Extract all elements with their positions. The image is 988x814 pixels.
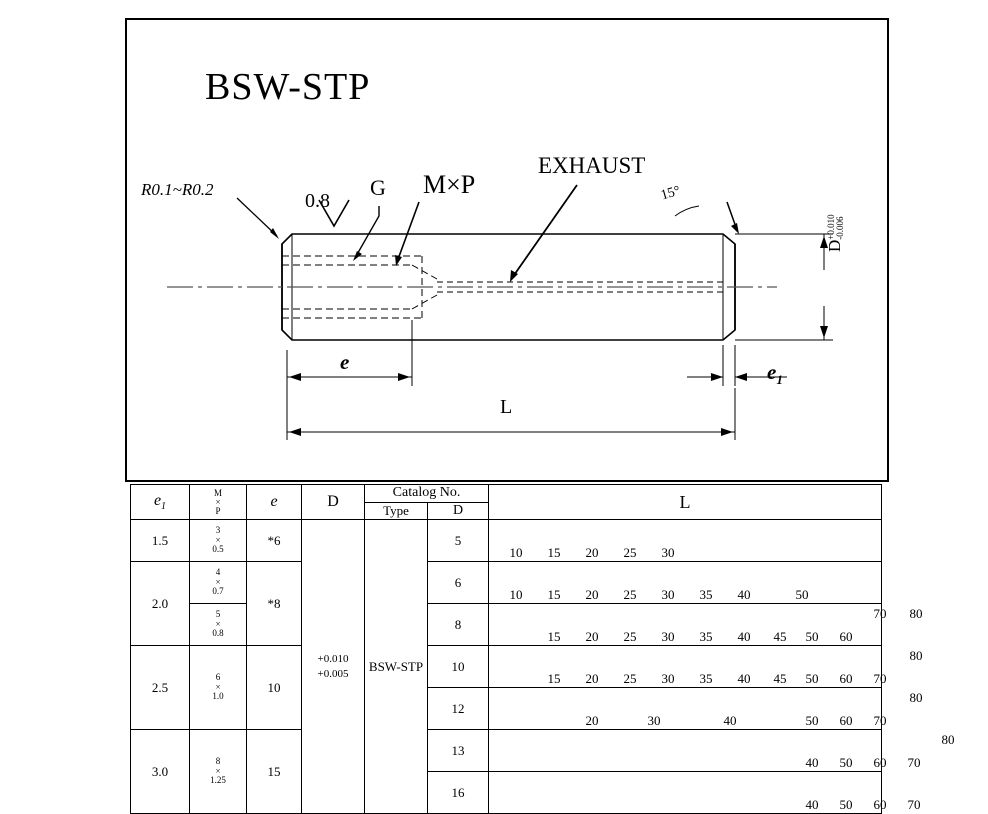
header-catalog-no: Catalog No. bbox=[365, 485, 489, 503]
cell-e-1: *8 bbox=[247, 562, 302, 646]
cell-L-6 bbox=[489, 772, 921, 814]
header-type: Type bbox=[365, 502, 428, 520]
label-diameter bbox=[825, 214, 863, 272]
cell-D-tol-upper: +0.010 bbox=[317, 653, 349, 666]
label-angle: 15° bbox=[659, 183, 683, 204]
specification-table bbox=[130, 484, 955, 814]
cell-mxp-3-p: 1.0 bbox=[212, 691, 224, 702]
l-value: 50 bbox=[805, 712, 819, 728]
cell-mxp-1-x: × bbox=[215, 576, 221, 587]
cell-mxp-0-p: 0.5 bbox=[212, 544, 224, 555]
l-value: 40 bbox=[723, 712, 737, 728]
cell-mxp-4-x: × bbox=[215, 765, 221, 776]
l-value: 70 bbox=[907, 754, 921, 770]
cell-mxp-0-m: 3 bbox=[215, 525, 221, 536]
cell-mxp-3 bbox=[190, 646, 247, 730]
cell-e1-1: 2.0 bbox=[131, 562, 190, 646]
l-value: 60 bbox=[873, 796, 887, 812]
cell-L-0 bbox=[489, 520, 882, 562]
l-value: 70 bbox=[873, 712, 887, 728]
l-value: 80 bbox=[941, 731, 955, 747]
l-value: 25 bbox=[623, 670, 637, 686]
table-row bbox=[131, 562, 882, 604]
l-value: 60 bbox=[839, 670, 853, 686]
l-value: 35 bbox=[699, 586, 713, 602]
drawing-panel bbox=[125, 18, 889, 482]
cell-D-tol-lower: +0.005 bbox=[317, 667, 349, 680]
l-value: 50 bbox=[839, 754, 853, 770]
l-value: 10 bbox=[509, 544, 523, 560]
cell-e1-0: 1.5 bbox=[131, 520, 190, 562]
cell-mxp-2-p: 0.8 bbox=[212, 628, 224, 639]
label-surface-finish: 0.8 bbox=[305, 190, 330, 212]
header-e1-subscript: 1 bbox=[161, 501, 167, 513]
l-value: 25 bbox=[623, 586, 637, 602]
cell-mxp-1-m: 4 bbox=[215, 567, 221, 578]
header-mxp-x: × bbox=[215, 496, 221, 507]
header-e1-letter: e bbox=[153, 491, 162, 509]
table-row bbox=[131, 646, 882, 688]
cell-D-tolerance bbox=[302, 520, 365, 814]
cell-L-1 bbox=[489, 562, 882, 604]
cell-mxp-2 bbox=[190, 604, 247, 646]
l-value: 20 bbox=[585, 628, 599, 644]
cell-L-2 bbox=[489, 604, 923, 646]
cell-mxp-0 bbox=[190, 520, 247, 562]
l-value: 45 bbox=[773, 628, 787, 644]
cell-catalog-D-6: 16 bbox=[428, 772, 489, 814]
cell-mxp-1-p: 0.7 bbox=[212, 586, 224, 597]
l-value: 60 bbox=[839, 628, 853, 644]
l-value: 15 bbox=[547, 544, 561, 560]
l-value: 80 bbox=[909, 647, 923, 663]
cell-mxp-4-p: 1.25 bbox=[210, 775, 226, 786]
label-exhaust: EXHAUST bbox=[538, 153, 646, 178]
label-e1-letter: e bbox=[767, 360, 777, 384]
header-mxp-m: M bbox=[213, 487, 222, 498]
cell-mxp-4 bbox=[190, 730, 247, 814]
l-value: 30 bbox=[661, 544, 675, 560]
cell-mxp-2-x: × bbox=[215, 618, 221, 629]
l-value: 70 bbox=[907, 796, 921, 812]
l-value: 50 bbox=[805, 670, 819, 686]
header-D: D bbox=[302, 485, 365, 520]
cell-catalog-D-2: 8 bbox=[428, 604, 489, 646]
l-value: 40 bbox=[737, 670, 751, 686]
l-value: 70 bbox=[873, 605, 887, 621]
l-value: 15 bbox=[547, 628, 561, 644]
label-diameter-tol-lower: -0.006 bbox=[835, 216, 846, 240]
cell-e1-3: 3.0 bbox=[131, 730, 190, 814]
cell-catalog-D-5: 13 bbox=[428, 730, 489, 772]
header-mxp bbox=[190, 485, 247, 520]
cell-mxp-1 bbox=[190, 562, 247, 604]
l-value: 25 bbox=[623, 544, 637, 560]
l-value: 35 bbox=[699, 670, 713, 686]
table-row bbox=[131, 520, 882, 562]
cell-mxp-2-m: 5 bbox=[215, 609, 221, 620]
cell-mxp-0-x: × bbox=[215, 534, 221, 545]
cell-catalog-D-4: 12 bbox=[428, 688, 489, 730]
cell-L-4 bbox=[489, 688, 923, 730]
label-radius: R0.1~R0.2 bbox=[141, 180, 214, 199]
l-value: 40 bbox=[805, 796, 819, 812]
header-L: L bbox=[489, 485, 882, 520]
cell-L-5 bbox=[489, 730, 955, 772]
l-value: 20 bbox=[585, 712, 599, 728]
l-value: 50 bbox=[805, 628, 819, 644]
label-e1-subscript: 1 bbox=[776, 372, 783, 388]
l-value: 25 bbox=[623, 628, 637, 644]
l-value: 15 bbox=[547, 586, 561, 602]
cell-mxp-3-m: 6 bbox=[215, 672, 221, 683]
l-value: 15 bbox=[547, 670, 561, 686]
l-value: 30 bbox=[661, 586, 675, 602]
header-catalog-D: D bbox=[428, 502, 489, 520]
l-value: 20 bbox=[585, 586, 599, 602]
l-value: 30 bbox=[647, 712, 661, 728]
header-e1 bbox=[131, 485, 190, 520]
table-row bbox=[131, 604, 882, 646]
l-value: 80 bbox=[909, 689, 923, 705]
cell-catalog-D-3: 10 bbox=[428, 646, 489, 688]
label-e1 bbox=[767, 360, 783, 388]
l-value: 20 bbox=[585, 670, 599, 686]
l-value: 50 bbox=[795, 586, 809, 602]
l-value: 60 bbox=[873, 754, 887, 770]
cell-type: BSW-STP bbox=[365, 520, 428, 814]
header-mxp-p: P bbox=[215, 505, 221, 516]
l-value: 70 bbox=[873, 670, 887, 686]
cell-e-3: 15 bbox=[247, 730, 302, 814]
l-value: 35 bbox=[699, 628, 713, 644]
cell-catalog-D-1: 6 bbox=[428, 562, 489, 604]
cell-catalog-D-0: 5 bbox=[428, 520, 489, 562]
table-header-row-1 bbox=[131, 485, 882, 503]
cell-e1-2: 2.5 bbox=[131, 646, 190, 730]
cell-L-3 bbox=[489, 646, 923, 688]
l-value: 45 bbox=[773, 670, 787, 686]
l-value: 30 bbox=[661, 628, 675, 644]
label-length: L bbox=[500, 396, 513, 418]
l-value: 60 bbox=[839, 712, 853, 728]
l-value: 40 bbox=[805, 754, 819, 770]
label-g: G bbox=[370, 175, 386, 200]
part-title: BSW-STP bbox=[205, 66, 371, 108]
header-e: e bbox=[247, 485, 302, 520]
label-diameter-letter: D bbox=[825, 239, 844, 252]
label-diameter-tol-upper: +0.010 bbox=[826, 214, 837, 240]
l-value: 80 bbox=[909, 605, 923, 621]
table-row bbox=[131, 730, 882, 772]
l-value: 10 bbox=[509, 586, 523, 602]
cell-mxp-3-x: × bbox=[215, 681, 221, 692]
cell-e-2: 10 bbox=[247, 646, 302, 730]
l-value: 50 bbox=[839, 796, 853, 812]
l-value: 40 bbox=[737, 628, 751, 644]
label-thread: M×P bbox=[423, 170, 476, 199]
cell-mxp-4-m: 8 bbox=[215, 756, 221, 767]
l-value: 20 bbox=[585, 544, 599, 560]
l-value: 30 bbox=[661, 670, 675, 686]
label-e: e bbox=[340, 350, 350, 374]
cell-e-0: *6 bbox=[247, 520, 302, 562]
l-value: 40 bbox=[737, 586, 751, 602]
